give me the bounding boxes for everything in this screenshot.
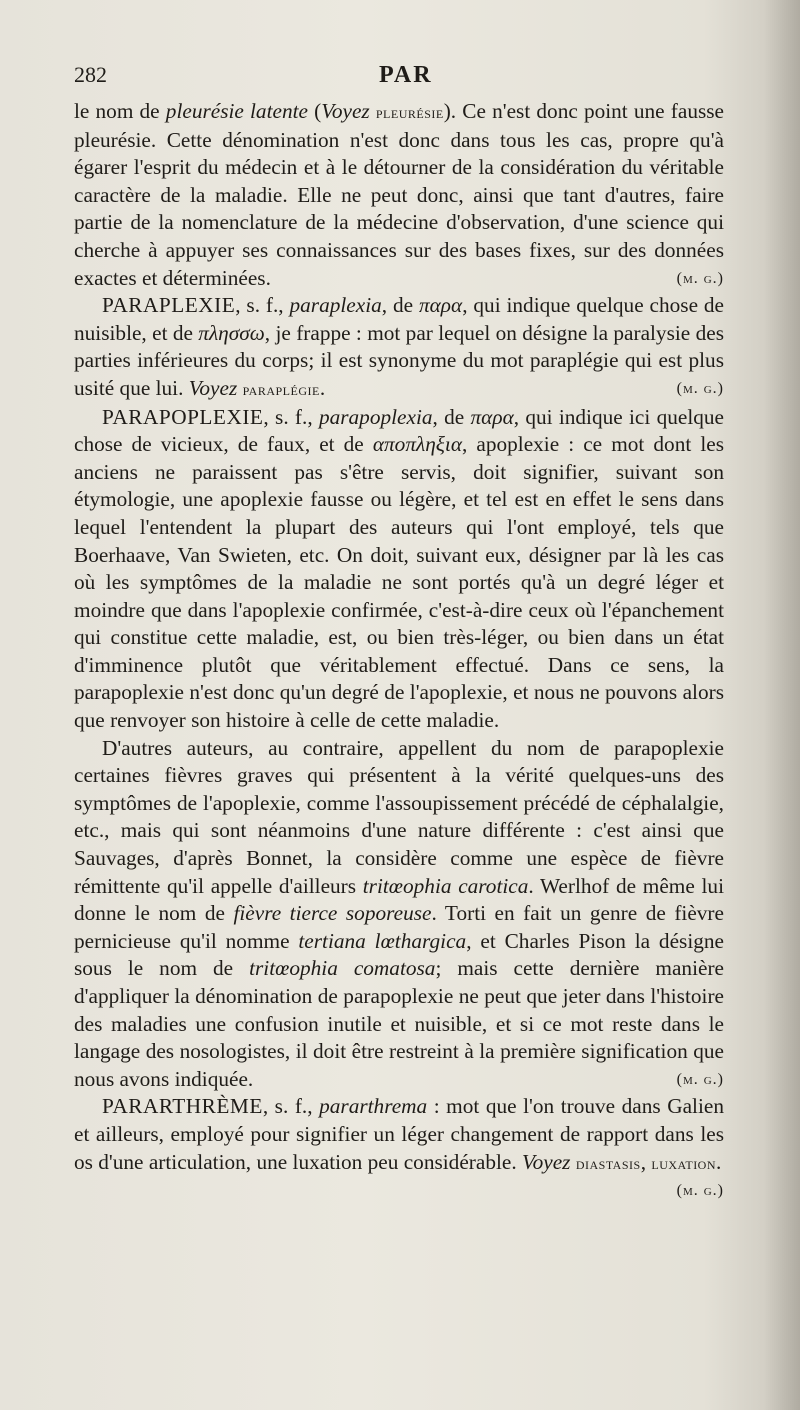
running-head: PAR [379,62,433,88]
latin-term: tertiana lœthargica [298,928,467,953]
cross-reference: luxation [651,1152,717,1173]
see-reference: Voyez [188,375,238,400]
text-run: . [319,375,326,400]
greek-term: πλησσω [198,320,265,345]
latin-term: parapoplexia [318,404,433,429]
author-signature: (m. g.) [676,1070,724,1088]
text-run: , de [381,293,419,318]
text-run: , s. f., [262,1094,320,1119]
italic-term: pleurésie latente [165,99,308,123]
paragraph-parapoplexie-other-authors [74,735,724,1094]
latin-term: tritœophia comatosa [249,956,436,981]
text-run: . Werlhof de même lui donne le nom de [74,873,724,926]
author-signature: (m. g.) [676,379,724,397]
text-run: , de [432,404,471,429]
cross-reference: paraplégie [242,378,320,399]
entry-pararthreme [74,1093,724,1204]
entry-headword: PARARTHRÈME [102,1094,263,1119]
text-run: ). Ce n'est donc point une fausse pleurésie. Cette dénomination n'est donc dans tous les cas, propre qu'à égarer l'esprit du médecin et à le détourner de la considération du véritable caractère de la maladie. Elle ne peut donc, ainsi que tant d'autres, faire partie de la nomenclature de la médecine d'observation, d'une science qui cherche à appuyer ses connaissances sur des bases fixes, sur des données exactes et déterminées. [74,99,724,290]
entry-parapoplexie [74,404,724,735]
text-run: , qui indique quelque chose de nuisible, et de [74,293,724,345]
paragraph-pleuresie-continuation [74,98,724,292]
latin-term: pararthrema [319,1094,428,1119]
see-reference: Voyez [521,1149,571,1174]
greek-term: παρα [418,293,463,318]
text-run: , [640,1149,652,1174]
entry-headword: PARAPOPLEXIE [102,404,264,429]
text-run: , et Charles Pison la désigne sous le nom de [74,928,724,981]
see-reference: Voyez [321,99,370,123]
author-signature: (m. g.) [676,1182,724,1200]
cross-reference: diastasis [575,1152,641,1173]
page-edge-shadow [764,0,800,1410]
cross-reference: pleurésie [375,102,444,122]
body-text [74,98,724,1205]
greek-term: παρα [470,404,514,429]
text-run: , qui indique ici quelque chose de vicieux, de faux, et de [74,404,724,457]
latin-term: paraplexia [289,293,382,318]
text-run: , apoplexie : ce mot dont les anciens ne paraissent pas s'être servis, doit signifier, suivant son étymologie, une apoplexie fausse ou légère, et tel est en effet le sens dans lequel l'entendent la plupart des auteurs qui l'ont employé, tels que Boerhaave, Van Swieten, etc. On doit, suivant eux, désigner par là les cas où les symptômes de la maladie ne sont portés qu'à un degré léger et moindre que dans l'apoplexie confirmée, c'est-à-dire ceux où l'épanchement qui constitue cette maladie, est, ou bien très-léger, ou bien dans un état d'imminence plutôt que véritablement effectué. Dans ce sens, la parapoplexie n'est donc qu'un degré de l'apoplexie, et nous ne pouvons alors que renvoyer son histoire à celle de cette maladie. [74,432,724,733]
text-run: le nom de [74,99,166,123]
entry-headword: PARAPLEXIE [102,293,236,318]
text-run: ; mais cette dernière manière d'appliquer la dénomination de parapoplexie ne peut que jeter dans l'histoire des maladies une confusion inutile et nuisible, et si ce mot reste dans le langage des nosologistes, il doit être restreint à la première signification que nous avons indiquée. [74,956,724,1091]
text-run: D'autres auteurs, au contraire, appellent du nom de parapoplexie certaines fièvres graves qui présentent à la vérité quelques-uns des symptômes de l'apoplexie, comme l'assoupissement précédé de céphalalgie, etc., mais qui sont néanmoins d'une nature différente : c'est ainsi que Sauvages, d'après Bonnet, la considère comme une espèce de fièvre rémittente qu'il appelle d'ailleurs [74,735,724,898]
greek-term: αποπληξια [372,432,462,457]
text-run: ( [307,99,322,123]
page-header [74,62,724,96]
text-run: , s. f., [235,293,290,318]
text-run: . Torti en fait un genre de fièvre pernicieuse qu'il nomme [74,901,724,953]
page-number: 282 [74,62,107,87]
entry-paraplexie [74,292,724,403]
text-run: . [716,1149,722,1174]
author-signature: (m. g.) [676,269,724,287]
text-run: : mot que l'on trouve dans Galien et ailleurs, employé pour signifier un léger changement de rapport dans les os d'une articulation, une luxation peu considérable. [74,1094,724,1174]
text-run: , s. f., [263,404,319,429]
italic-term: fièvre tierce soporeuse [233,901,432,926]
text-run: , je frappe : mot par lequel on désigne la paralysie des parties inférieures du corps; il est synonyme du mot paraplégie qui est plus usité que lui. [74,320,724,400]
latin-term: tritœophia carotica [362,873,529,898]
